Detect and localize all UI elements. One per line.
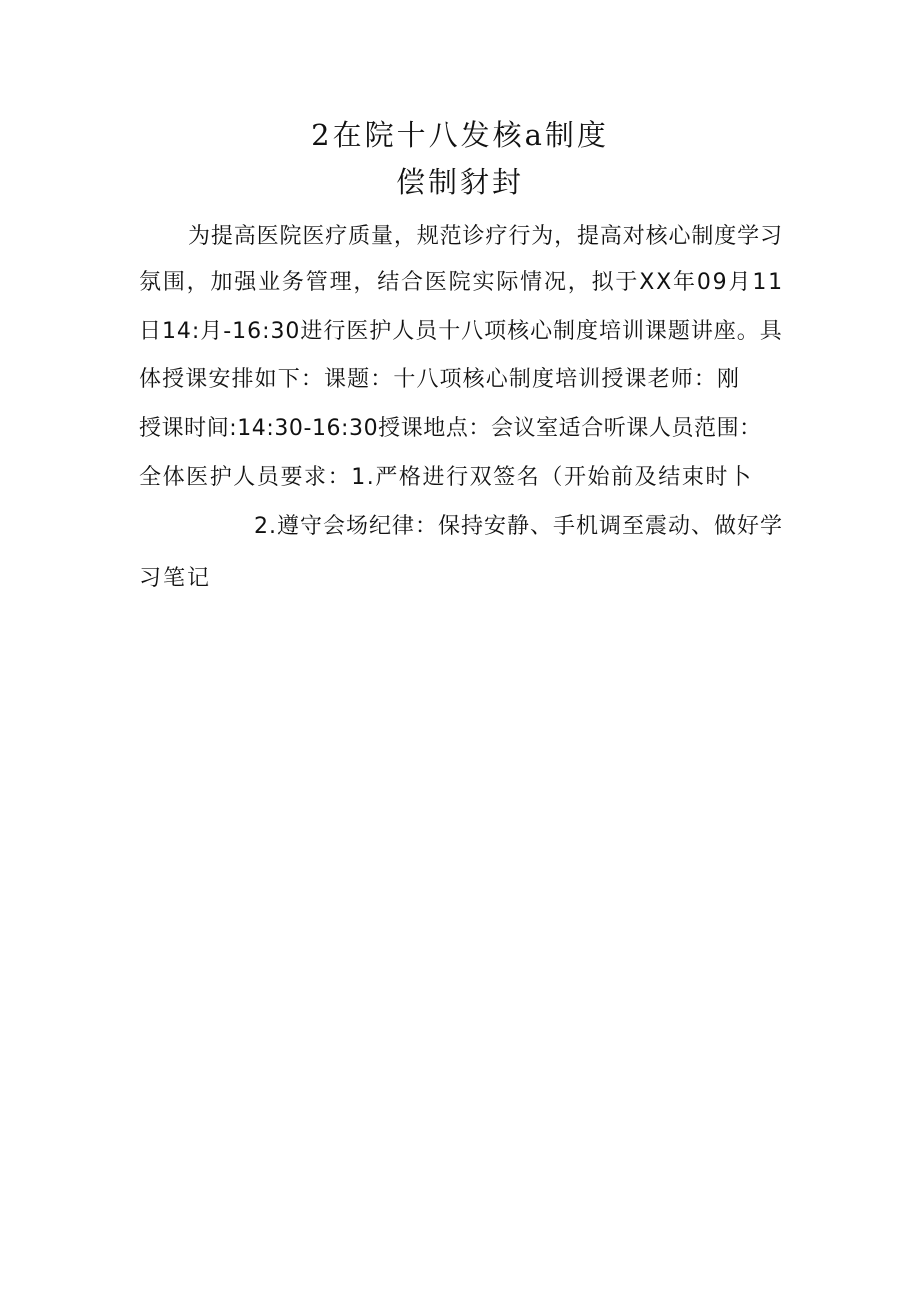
body-line-1: 为提高医院医疗质量，规范诊疗行为，提高对核心制度学习 [188,224,783,249]
body-line-6: 全体医护人员要求：1.严格进行双签名（开始前及结束时卜 [139,465,753,490]
body-line-2: 氛围，加强业务管理，结合医院实际情况，拟于XX年09月11 [139,270,784,295]
document-subtitle: 偿制豺封 [395,165,524,199]
body-line-8: 习笔记 [139,566,212,591]
body-line-4: 体授课安排如下：课题：十八项核心制度培训授课老师：刚 [139,367,741,392]
body-line-3: 日14:月-16:30进行医护人员十八项核心制度培训课题讲座。具 [139,319,783,344]
body-line-5: 授课时间:14:30-16:30授课地点：会议室适合听课人员范围： [139,416,762,441]
document-title: 2在院十八发核a制度 [311,118,609,152]
body-line-7: 2.遵守会场纪律：保持安静、手机调至震动、做好学 [254,514,783,539]
